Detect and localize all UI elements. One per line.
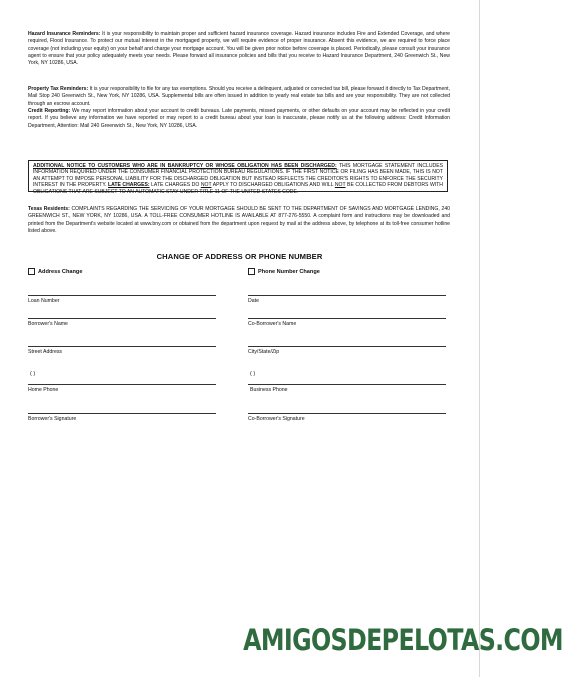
borrower-signature-label: Borrower's Signature — [28, 416, 77, 422]
business-phone-label: Business Phone — [250, 387, 288, 393]
co-borrower-signature-line — [248, 413, 446, 414]
late-charges-not-2: NOT — [334, 182, 346, 189]
home-phone-area-code: ( ) — [30, 371, 36, 377]
late-charges-text: LATE CHARGES DO — [149, 182, 201, 189]
bankruptcy-notice-box — [28, 160, 448, 195]
phone-change-checkbox[interactable] — [248, 268, 255, 275]
business-phone-line — [248, 384, 446, 385]
hazard-insurance-paragraph — [28, 31, 450, 67]
city-state-zip-label: City/State/Zip — [248, 349, 280, 355]
phone-change-label: Phone Number Change — [258, 268, 320, 275]
loan-number-label: Loan Number — [28, 298, 60, 304]
site-watermark: AMIGOSDEPELOTAS.COM — [243, 623, 563, 657]
co-borrower-name-field[interactable] — [248, 318, 446, 327]
loan-number-field[interactable] — [28, 295, 216, 304]
late-charges-not-1: NOT — [200, 182, 212, 189]
property-tax-paragraph — [28, 86, 450, 108]
city-state-zip-field[interactable] — [248, 346, 446, 355]
street-address-line — [28, 346, 216, 347]
property-tax-lead: Property Tax Reminders: — [28, 86, 89, 92]
late-charges-text-3: BE COLLECTED FROM DEBTORS WITH OBLIGATIONS THAT ARE SUBJECT TO AN AUTOMATIC STAY UNDER TITLE 11 OF THE UNITED STATES CODE. — [33, 182, 443, 195]
hazard-insurance-lead: Hazard Insurance Reminders: — [28, 31, 101, 37]
phone-change-option[interactable] — [248, 268, 320, 275]
co-borrower-name-label: Co-Borrower's Name — [248, 321, 297, 327]
home-phone-field[interactable] — [28, 384, 216, 393]
business-phone-area-code: ( ) — [250, 371, 256, 377]
co-borrower-signature-field[interactable] — [248, 413, 446, 422]
borrower-name-label: Borrower's Name — [28, 321, 68, 327]
date-label: Date — [248, 298, 259, 304]
late-charges-lead: LATE CHARGES: — [108, 182, 150, 189]
credit-reporting-paragraph — [28, 108, 450, 130]
borrower-name-field[interactable] — [28, 318, 216, 327]
date-line — [248, 295, 446, 296]
late-charges-text-2: APPLY TO DISCHARGED OBLIGATIONS AND WILL — [211, 182, 335, 189]
texas-residents-paragraph — [28, 206, 450, 235]
borrower-name-line — [28, 318, 216, 319]
form-title: CHANGE OF ADDRESS OR PHONE NUMBER — [156, 252, 323, 261]
date-field[interactable] — [248, 295, 446, 304]
co-borrower-signature-label: Co-Borrower's Signature — [248, 416, 305, 422]
city-state-zip-line — [248, 346, 446, 347]
home-phone-label: Home Phone — [28, 387, 59, 393]
property-tax-text: It is your responsibility to file for any tax exemptions. Should you receive a delinquent, adjusted or corrected tax bill, please forward it directly to Tax Department, Mail Stop 240 Greenwich St., New York, NY 10286, USA. Supplemental bills are often issued in addition to yearly real estate tax bills and are your responsibility. They are not collected through an escrow account. — [28, 86, 450, 107]
texas-residents-text: COMPLAINTS REGARDING THE SERVICING OF YOUR MORTGAGE SHOULD BE SENT TO THE DEPARTMENT OF SAVINGS AND MORTGAGE LENDING, 240 GREENWICH ST., NEW YORK, NY 10286, USA. A TOLL-FREE CONSUMER HOTLINE IS AVAILABLE AT 877-276-5550. A complaint form and instructions may be downloaded and printed from the Department's website located at www.bny.com or obtained from the department upon request by mail at the address above, by telephone at its toll-free consumer hotline listed above. — [28, 206, 450, 234]
loan-number-line — [28, 295, 216, 296]
bankruptcy-notice-text: THIS MORTGAGE STATEMENT INCLUDES INFORMATION REQUIRED UNDER THE CONSUMER FINANCIAL PROTECTION BUREAU REGULATIONS. IF THE FIRST NOTICE OR FILING HAS BEEN MADE, THIS IS NOT AN ATTEMPT TO IMPOSE PERSONAL LIABILITY FOR THE DISCHARGED OBLIGATION BUT INSTEAD REFLECTS THE CREDITOR'S RIGHTS TO ENFORCE THE SECURITY INTEREST IN THE PROPERTY. — [33, 163, 443, 189]
borrower-signature-field[interactable] — [28, 413, 216, 422]
street-address-label: Street Address — [28, 349, 63, 355]
address-change-option[interactable] — [28, 268, 82, 275]
home-phone-line — [28, 384, 216, 385]
texas-residents-lead: Texas Residents: — [28, 206, 70, 212]
bankruptcy-notice-lead: ADDITIONAL NOTICE TO CUSTOMERS WHO ARE IN BANKRUPTCY OR WHOSE OBLIGATION HAS BEEN DISCHARGED: — [33, 163, 337, 169]
business-phone-field[interactable] — [248, 384, 446, 393]
co-borrower-name-line — [248, 318, 446, 319]
credit-reporting-text: We may report information about your account to credit bureaus. Late payments, missed payments, or other defaults on your account may be reflected in your credit report. If you believe any information we have reported or may report to a credit bureau about your loan is inaccurate, please notify us at the following address: Credit Information Department, Attention: Mail 240 Greenwich St., New York, NY 10286, USA. — [28, 108, 450, 129]
hazard-insurance-text: It is your responsibility to maintain proper and sufficient hazard insurance coverage. Hazard insurance includes Fire and Extended Coverage, and where required, Flood Insurance. To protect our mutual interest in the mortgaged property, we will require evidence of proper insurance. Absent this evidence, we are required to force place coverage (not including your equity) on your behalf and charge your mortgage account. You will be given prior notice before coverage is placed. Periodically, please consult your insurance agent to ensure that your policy adequately meets your needs. Please forward all insurance policies and bills that you receive to Hazard Insurance Department, 240 Greenwich St., New York, NY 10286, USA. — [28, 31, 450, 67]
address-change-checkbox[interactable] — [28, 268, 35, 275]
address-change-label: Address Change — [38, 268, 83, 275]
credit-reporting-lead: Credit Reporting: — [28, 108, 71, 114]
street-address-field[interactable] — [28, 346, 216, 355]
borrower-signature-line — [28, 413, 216, 414]
